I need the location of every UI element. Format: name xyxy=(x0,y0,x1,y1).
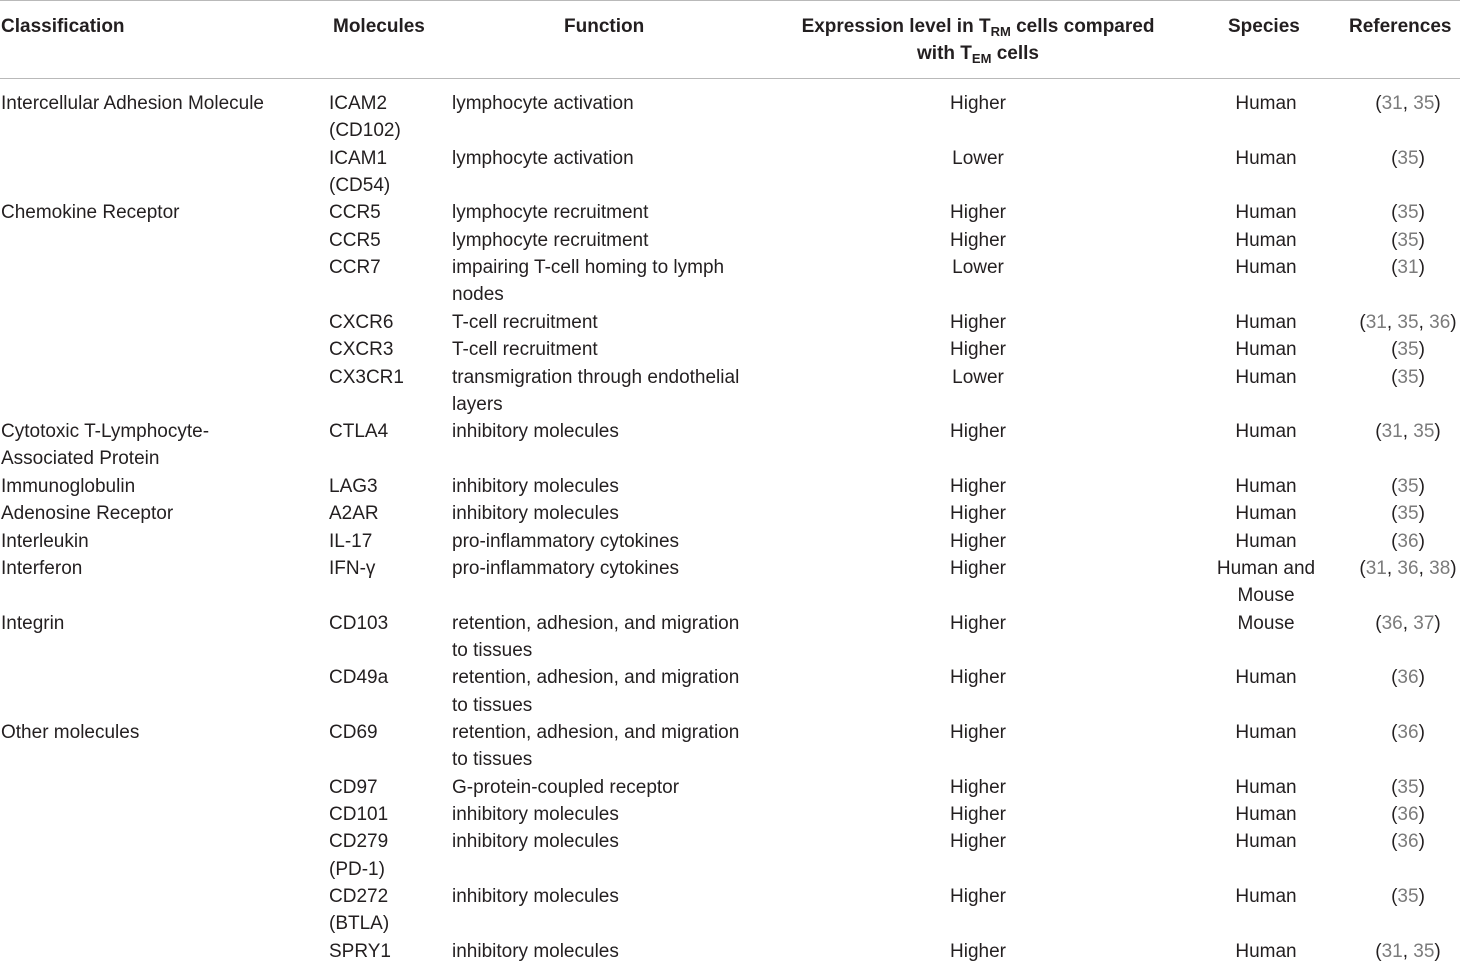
reference-cell: (36) xyxy=(1391,831,1425,853)
molecule-cell-line: ICAM1 xyxy=(329,147,388,169)
function-cell xyxy=(452,555,679,582)
classification-cell xyxy=(1,418,209,473)
classification-cell xyxy=(1,610,64,637)
reference-link[interactable]: 35 xyxy=(1397,366,1419,388)
classification-cell xyxy=(1,528,89,555)
function-cell-line: retention, adhesion, and migration xyxy=(452,667,740,689)
function-cell-line: inhibitory molecules xyxy=(452,421,619,443)
function-cell xyxy=(452,938,619,965)
function-cell-line: nodes xyxy=(452,284,504,306)
classification-cell xyxy=(1,555,82,582)
header-expression-line2: with $T_{EM}$ cells xyxy=(917,43,1039,66)
reference-link[interactable]: 35 xyxy=(1413,93,1435,114)
reference-link[interactable]: 35 xyxy=(1397,202,1419,224)
expression-cell: Higher xyxy=(950,229,1006,251)
molecule-cell-line: A2AR xyxy=(329,503,379,525)
reference-cell: (31, 35) xyxy=(1375,940,1441,962)
molecule-cell-line: ICAM2 xyxy=(329,93,388,114)
function-cell-line: lymphocyte recruitment xyxy=(452,202,649,224)
expression-cell: Higher xyxy=(950,940,1006,962)
species-cell xyxy=(1235,254,1296,281)
species-cell-line: Mouse xyxy=(1237,612,1295,634)
classification-cell-line: Chemokine Receptor xyxy=(1,202,180,224)
molecule-cell xyxy=(329,227,381,254)
reference-link[interactable]: 31 xyxy=(1381,93,1403,114)
header-species: Species xyxy=(1228,16,1300,37)
molecule-cell-line: (CD54) xyxy=(329,174,391,196)
molecule-cell xyxy=(329,555,375,582)
reference-link[interactable]: 35 xyxy=(1413,940,1435,962)
header-references: References xyxy=(1349,16,1452,37)
molecule-cell-line: (CD102) xyxy=(329,120,401,142)
classification-cell xyxy=(1,199,179,226)
function-cell xyxy=(452,336,598,363)
header-function: Function xyxy=(564,16,645,37)
reference-link[interactable]: 36 xyxy=(1397,557,1419,579)
expression-cell: Higher xyxy=(950,311,1006,333)
reference-link[interactable]: 35 xyxy=(1397,229,1419,251)
function-cell xyxy=(452,828,619,855)
species-cell-line: Human xyxy=(1235,886,1297,908)
function-cell-line: inhibitory molecules xyxy=(452,886,619,908)
species-cell xyxy=(1235,473,1296,500)
molecule-cell-line: CD97 xyxy=(329,776,378,798)
expression-cell: Higher xyxy=(950,804,1006,826)
molecule-cell xyxy=(329,254,381,281)
molecule-cell xyxy=(329,664,388,691)
expression-cell: Higher xyxy=(950,475,1006,497)
reference-cell: (31, 36, 38) xyxy=(1359,557,1457,579)
species-cell xyxy=(1235,336,1296,363)
molecule-cell-line: SPRY1 xyxy=(329,940,391,962)
reference-link[interactable]: 35 xyxy=(1397,503,1419,525)
reference-cell: (35) xyxy=(1391,229,1425,251)
expression-cell: Higher xyxy=(950,667,1006,689)
function-cell xyxy=(452,199,648,226)
reference-cell: (35) xyxy=(1391,475,1425,497)
molecule-cell xyxy=(329,473,378,500)
header-rule xyxy=(0,78,1460,79)
molecule-cell-line: CX3CR1 xyxy=(329,366,404,388)
species-cell-line: Human xyxy=(1235,667,1297,689)
function-cell-line: layers xyxy=(452,393,503,415)
function-cell-line: retention, adhesion, and migration xyxy=(452,722,740,744)
function-cell-line: to tissues xyxy=(452,694,533,716)
species-cell xyxy=(1235,938,1296,965)
classification-cell xyxy=(1,473,135,500)
species-cell-line: Human xyxy=(1235,147,1297,169)
molecule-cell xyxy=(329,90,401,145)
molecule-cell xyxy=(329,336,393,363)
species-cell xyxy=(1235,227,1296,254)
species-cell xyxy=(1237,610,1294,637)
molecule-cell-line: CXCR6 xyxy=(329,311,394,333)
species-cell-line: Human xyxy=(1235,530,1297,552)
function-cell-line: inhibitory molecules xyxy=(452,804,619,826)
species-cell-line: Human xyxy=(1235,202,1297,224)
function-cell xyxy=(452,309,598,336)
classification-cell xyxy=(1,90,264,117)
reference-link[interactable]: 31 xyxy=(1365,311,1387,333)
function-cell-line: inhibitory molecules xyxy=(452,503,619,525)
classification-cell-line: Associated Protein xyxy=(1,448,160,470)
reference-link[interactable]: 35 xyxy=(1397,475,1419,497)
header-molecules: Molecules xyxy=(333,16,425,37)
reference-link[interactable]: 31 xyxy=(1381,421,1403,443)
species-cell-line: Human xyxy=(1235,257,1297,279)
species-cell-line: Human xyxy=(1235,311,1297,333)
reference-cell: (36) xyxy=(1391,530,1425,552)
reference-link[interactable]: 31 xyxy=(1381,940,1403,962)
species-cell xyxy=(1235,828,1296,855)
species-cell xyxy=(1235,719,1296,746)
function-cell xyxy=(452,774,679,801)
molecule-cell-line: CD272 xyxy=(329,886,389,908)
species-cell-line: Human xyxy=(1235,940,1297,962)
molecule-cell-line: LAG3 xyxy=(329,475,378,497)
species-cell xyxy=(1235,500,1296,527)
molecule-cell xyxy=(329,883,389,938)
reference-cell: (31, 35, 36) xyxy=(1359,311,1457,333)
reference-link[interactable]: 36 xyxy=(1397,530,1419,552)
molecule-cell-line: (PD-1) xyxy=(329,858,385,880)
species-cell-line: Human xyxy=(1235,804,1297,826)
reference-link[interactable]: 36 xyxy=(1429,311,1451,333)
function-cell-line: lymphocyte activation xyxy=(452,147,634,169)
molecule-cell-line: CCR7 xyxy=(329,257,381,279)
species-cell-line: Human xyxy=(1235,475,1297,497)
function-cell xyxy=(452,364,739,419)
expression-cell: Higher xyxy=(950,612,1006,634)
species-cell xyxy=(1235,664,1296,691)
function-cell xyxy=(452,610,739,665)
expression-cell: Higher xyxy=(950,722,1006,744)
function-cell-line: pro-inflammatory cytokines xyxy=(452,530,680,552)
reference-cell: (35) xyxy=(1391,886,1425,908)
reference-cell: (35) xyxy=(1391,776,1425,798)
molecule-cell-line: CCR5 xyxy=(329,202,381,224)
function-cell xyxy=(452,883,619,910)
function-cell-line: inhibitory molecules xyxy=(452,831,619,853)
function-cell-line: lymphocyte recruitment xyxy=(452,229,649,251)
function-cell xyxy=(452,801,619,828)
molecule-cell-line: CD103 xyxy=(329,612,389,634)
function-cell xyxy=(452,528,679,555)
expression-cell: Lower xyxy=(952,366,1004,388)
molecule-cell-line: IFN-γ xyxy=(329,557,376,579)
reference-link[interactable]: 35 xyxy=(1397,311,1419,333)
reference-cell: (36, 37) xyxy=(1375,612,1441,634)
reference-cell: (31, 35) xyxy=(1375,93,1441,114)
expression-cell: Higher xyxy=(950,530,1006,552)
classification-cell-line: Integrin xyxy=(1,612,65,634)
function-cell-line: lymphocyte activation xyxy=(452,93,634,114)
species-cell xyxy=(1235,774,1296,801)
species-cell xyxy=(1235,528,1296,555)
classification-cell-line: Immunoglobulin xyxy=(1,475,136,497)
function-cell xyxy=(452,664,739,719)
reference-cell: (31, 35) xyxy=(1375,421,1441,443)
function-cell xyxy=(452,227,648,254)
species-cell xyxy=(1235,418,1296,445)
expression-cell: Higher xyxy=(950,831,1006,853)
species-cell xyxy=(1235,801,1296,828)
reference-cell: (36) xyxy=(1391,667,1425,689)
function-cell-line: inhibitory molecules xyxy=(452,940,619,962)
reference-cell: (36) xyxy=(1391,722,1425,744)
function-cell xyxy=(452,719,739,774)
function-cell xyxy=(452,473,619,500)
molecule-cell xyxy=(329,309,393,336)
expression-cell: Higher xyxy=(950,339,1006,361)
molecule-cell-line: CD279 xyxy=(329,831,389,853)
species-cell xyxy=(1235,364,1296,391)
species-cell-line: Human xyxy=(1235,831,1297,853)
classification-cell xyxy=(1,719,139,746)
function-cell-line: retention, adhesion, and migration xyxy=(452,612,740,634)
molecule-cell-line: CXCR3 xyxy=(329,339,394,361)
molecule-cell xyxy=(329,719,378,746)
species-cell xyxy=(1217,555,1315,610)
molecule-cell-line: CD49a xyxy=(329,667,389,689)
molecule-cell-line: CD69 xyxy=(329,722,378,744)
expression-cell: Higher xyxy=(950,503,1006,525)
species-cell-line: Human and xyxy=(1216,557,1316,579)
expression-cell: Higher xyxy=(950,421,1006,443)
reference-link[interactable]: 31 xyxy=(1365,557,1387,579)
species-cell-line: Human xyxy=(1235,366,1297,388)
expression-cell: Lower xyxy=(952,257,1004,279)
function-cell-line: T-cell recruitment xyxy=(452,339,598,361)
molecule-cell-line: CCR5 xyxy=(329,229,381,251)
expression-cell: Higher xyxy=(950,886,1006,908)
function-cell-line: G-protein-coupled receptor xyxy=(452,776,680,798)
reference-cell: (35) xyxy=(1391,366,1425,388)
reference-link[interactable]: 31 xyxy=(1397,257,1419,279)
reference-link[interactable]: 35 xyxy=(1397,147,1419,169)
reference-link[interactable]: 36 xyxy=(1397,804,1419,826)
reference-link[interactable]: 36 xyxy=(1381,612,1403,634)
species-cell-line: Human xyxy=(1235,722,1297,744)
species-cell-line: Human xyxy=(1235,503,1297,525)
classification-cell-line: Cytotoxic T-Lymphocyte- xyxy=(1,421,210,443)
molecule-cell xyxy=(329,418,388,445)
molecule-cell xyxy=(329,828,388,883)
function-cell xyxy=(452,254,724,309)
function-cell-line: transmigration through endothelial xyxy=(452,366,740,388)
molecule-cell xyxy=(329,610,388,637)
reference-link[interactable]: 36 xyxy=(1397,831,1419,853)
reference-cell: (36) xyxy=(1391,804,1425,826)
species-cell xyxy=(1235,199,1296,226)
species-cell-line: Human xyxy=(1235,229,1297,251)
function-cell xyxy=(452,90,634,117)
expression-cell: Higher xyxy=(950,202,1006,224)
reference-link[interactable]: 36 xyxy=(1397,722,1419,744)
reference-link[interactable]: 35 xyxy=(1397,776,1419,798)
function-cell-line: impairing T-cell homing to lymph xyxy=(452,257,725,279)
species-cell-line: Human xyxy=(1235,339,1297,361)
function-cell xyxy=(452,418,619,445)
header-expression xyxy=(802,13,1155,67)
species-cell-line: Mouse xyxy=(1237,585,1295,607)
classification-cell-line: Interleukin xyxy=(1,530,89,552)
molecule-cell xyxy=(329,199,381,226)
species-cell xyxy=(1235,90,1296,117)
molecule-cell-line: CTLA4 xyxy=(329,421,389,443)
expression-cell: Higher xyxy=(950,557,1006,579)
species-cell-line: Human xyxy=(1235,421,1297,443)
function-cell xyxy=(452,500,619,527)
species-cell xyxy=(1235,309,1296,336)
table-top-rule xyxy=(0,0,1460,1)
function-cell-line: to tissues xyxy=(452,639,533,661)
classification-cell xyxy=(1,500,173,527)
molecule-cell xyxy=(329,938,391,965)
expression-cell: Higher xyxy=(950,93,1006,114)
molecule-cell xyxy=(329,528,372,555)
reference-link[interactable]: 36 xyxy=(1397,667,1419,689)
species-cell xyxy=(1235,883,1296,910)
molecule-cell-line: (BTLA) xyxy=(329,913,390,935)
molecule-cell-line: CD101 xyxy=(329,804,389,826)
header-classification: Classification xyxy=(1,16,125,37)
classification-cell-line: Adenosine Receptor xyxy=(1,503,174,525)
reference-cell: (35) xyxy=(1391,202,1425,224)
function-cell-line: to tissues xyxy=(452,749,533,771)
header-expression-line1: Expression level in $T_{RM}$ cells compared xyxy=(801,16,1155,39)
reference-cell: (35) xyxy=(1391,503,1425,525)
reference-cell: (35) xyxy=(1391,339,1425,361)
expression-cell: Lower xyxy=(952,147,1004,169)
species-cell-line: Human xyxy=(1235,776,1297,798)
species-cell xyxy=(1235,145,1296,172)
molecule-cell xyxy=(329,500,379,527)
molecule-cell xyxy=(329,801,388,828)
molecule-cell-line: IL-17 xyxy=(329,530,373,552)
reference-cell: (31) xyxy=(1391,257,1425,279)
classification-cell-line: Other molecules xyxy=(1,722,140,744)
molecule-cell xyxy=(329,774,378,801)
reference-link[interactable]: 37 xyxy=(1413,612,1435,634)
reference-link[interactable]: 35 xyxy=(1397,886,1419,908)
molecule-cell xyxy=(329,145,390,200)
function-cell xyxy=(452,145,634,172)
function-cell-line: T-cell recruitment xyxy=(452,311,598,333)
molecule-cell xyxy=(329,364,404,391)
function-cell-line: pro-inflammatory cytokines xyxy=(452,557,680,579)
reference-link[interactable]: 35 xyxy=(1397,339,1419,361)
reference-cell: (35) xyxy=(1391,147,1425,169)
expression-cell: Higher xyxy=(950,776,1006,798)
reference-link[interactable]: 38 xyxy=(1429,557,1451,579)
reference-link[interactable]: 35 xyxy=(1413,421,1435,443)
function-cell-line: inhibitory molecules xyxy=(452,475,619,497)
classification-cell-line: Interferon xyxy=(1,557,83,579)
classification-cell-line: Intercellular Adhesion Molecule xyxy=(1,93,264,114)
species-cell-line: Human xyxy=(1235,93,1297,114)
